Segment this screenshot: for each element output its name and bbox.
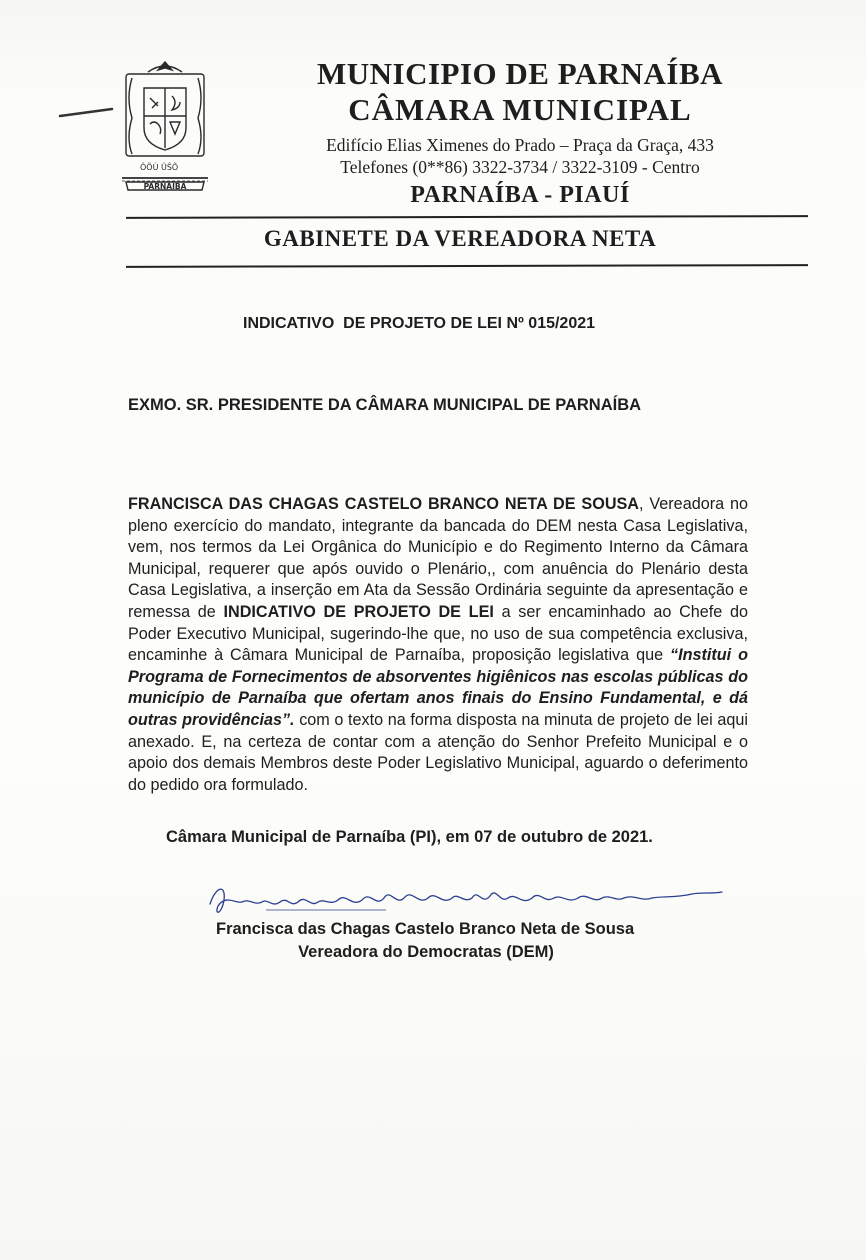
body-text-1: , Vereadora no pleno exercício do mandato, integrante da bancada do DEM nesta Casa Legislativa, vem, nos termos da Lei Orgânica do Município e do Regimento Interno da Câmara Municipal, requerer que após ouvido o Plenário,, com anuência do Plenário desta Casa Legislativa, a inserção em Ata da Sessão Ordinária seguinte da apresentação e remessa de bbox=[128, 495, 748, 621]
svg-text:ÔÕÚ ÛŜÕ: ÔÕÚ ÛŜÕ bbox=[140, 163, 179, 172]
letterhead bbox=[300, 56, 740, 210]
header-divider-top bbox=[126, 215, 808, 219]
salutation: EXMO. SR. PRESIDENTE DA CÂMARA MUNICIPAL DE PARNAÍBA bbox=[128, 396, 642, 414]
crest-label: PARNAÍBA bbox=[143, 182, 187, 191]
address-line: Edifício Elias Ximenes do Prado – Praça da Graça, 433 bbox=[326, 135, 714, 155]
office-title: GABINETE DA VEREADORA NETA bbox=[263, 226, 657, 251]
header-divider-bottom bbox=[126, 264, 808, 268]
author-name: FRANCISCA DAS CHAGAS CASTELO BRANCO NETA DE SOUSA bbox=[128, 495, 639, 513]
pen-stroke-mark bbox=[58, 106, 114, 120]
document-title: INDICATIVO DE PROJETO DE LEI Nº 015/2021 bbox=[243, 315, 596, 332]
signer-role: Vereadora do Democratas (DEM) bbox=[298, 943, 554, 961]
municipality-title: MUNICIPIO DE PARNAÍBA bbox=[316, 56, 724, 91]
date-line: Câmara Municipal de Parnaíba (PI), em 07 de outubro de 2021. bbox=[166, 828, 653, 846]
body-text-3: com o texto na forma disposta na minuta de projeto de lei aqui anexado. E, na certeza de contar com a atenção do Senhor Prefeito Municipal e o apoio dos demais Membros deste Poder Legislativo Municipal, aguardo o deferimento do pedido ora formulado. bbox=[128, 710, 749, 794]
body-text-2: a ser encaminhado ao Chefe do Poder Executivo Municipal, sugerindo-lhe que, no uso de sua competência exclusiva, encaminhe à Câmara Municipal de Parnaíba, proposição legislativa que bbox=[128, 602, 748, 665]
body-paragraph bbox=[128, 494, 748, 796]
signer-name: Francisca das Chagas Castelo Branco Neta de Sousa bbox=[216, 920, 635, 938]
city-title: PARNAÍBA - PIAUÍ bbox=[410, 182, 630, 208]
phone-line: Telefones (0**86) 3322-3734 / 3322-3109 - Centro bbox=[340, 157, 700, 177]
municipal-coat-of-arms-icon bbox=[118, 58, 212, 192]
handwritten-signature bbox=[206, 880, 726, 920]
quoted-bill-title: “Institui o Programa de Fornecimentos de absorventes higiênicos nas escolas públicas do município de Parnaíba que ofertam anos finais do Ensino Fundamental, e dá outras providências”. bbox=[128, 646, 748, 729]
chamber-title: CÂMARA MUNICIPAL bbox=[348, 92, 692, 127]
bold-term: INDICATIVO DE PROJETO DE LEI bbox=[223, 602, 494, 621]
